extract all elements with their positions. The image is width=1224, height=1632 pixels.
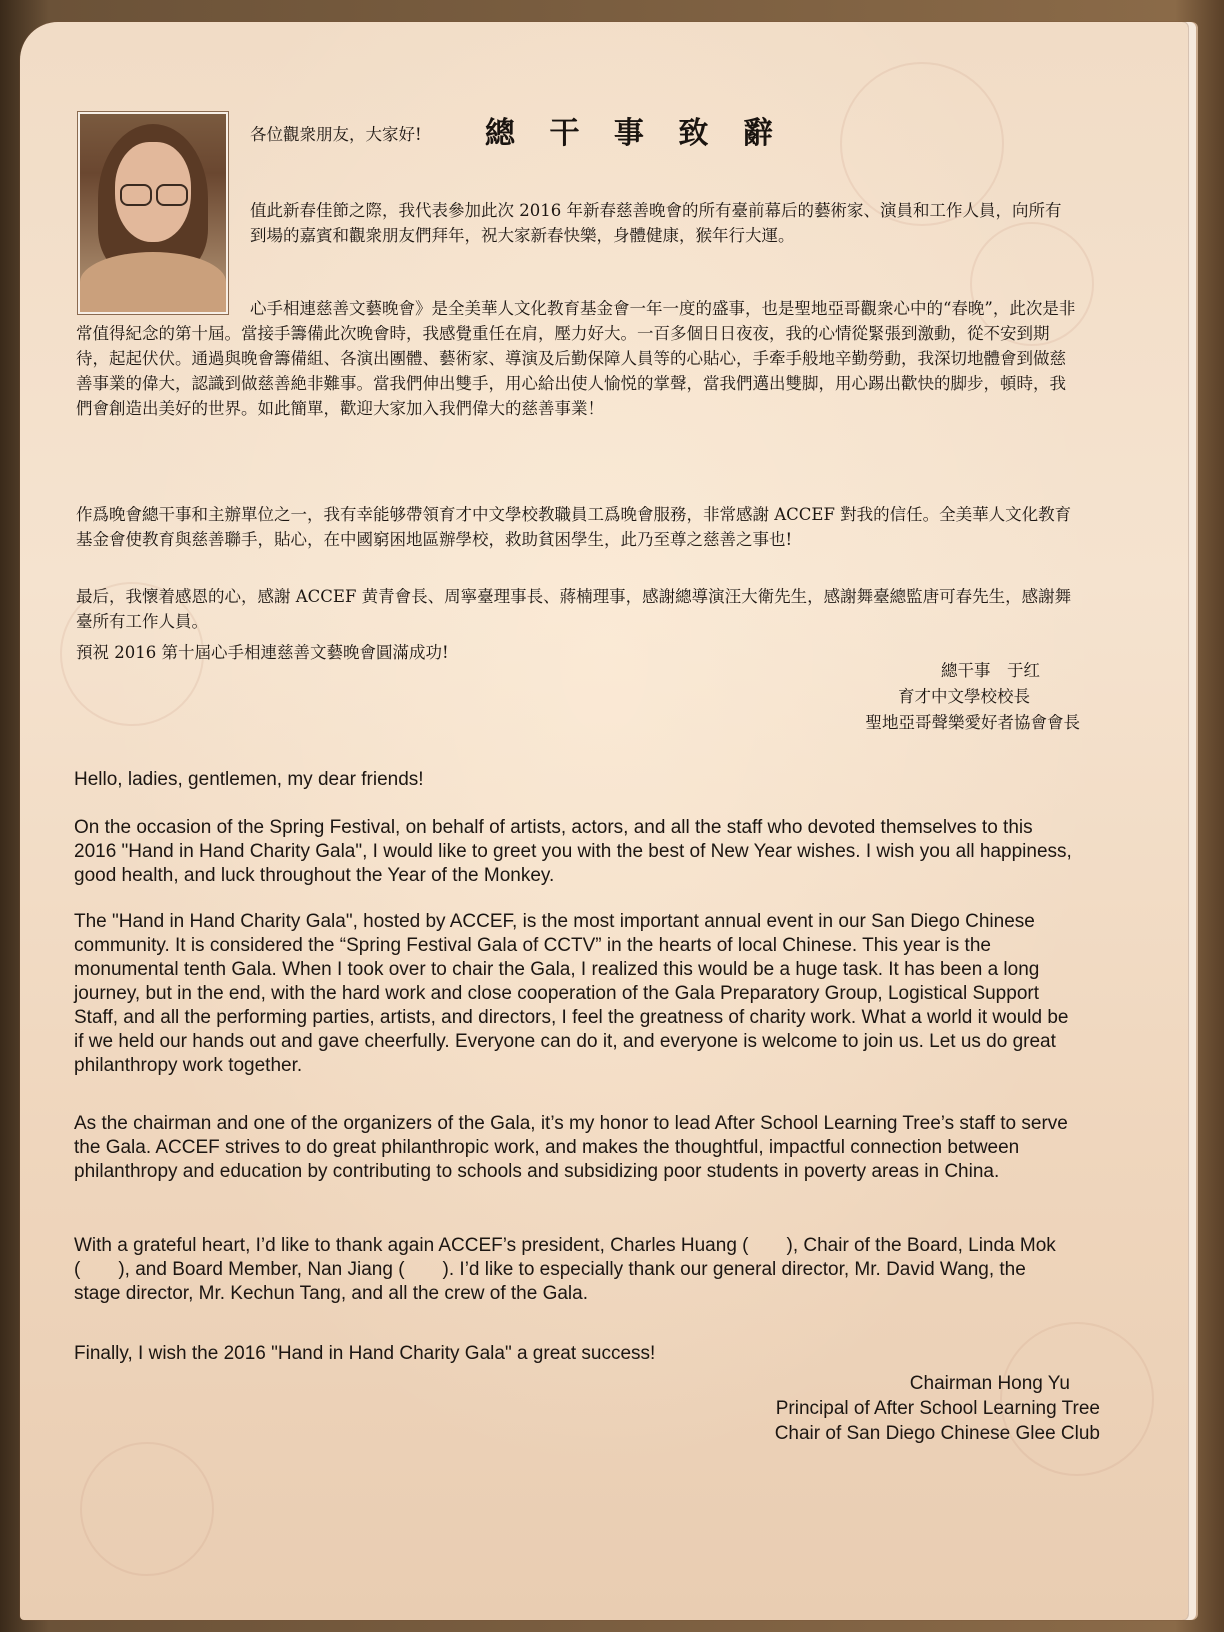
cn-signature-title-1: 育才中文學校校長 (898, 687, 1030, 706)
cn-greeting: 各位觀衆朋友，大家好! (250, 125, 422, 144)
rose-pattern (80, 1442, 214, 1576)
en-paragraph-4: With a grateful heart, I’d like to thank again ACCEF’s president, Charles Huang ( ), Chair of the Board, Linda Mok ( ), and Board Member, Nan Jiang ( ). I’d like to especially thank our general director, Mr. David Wang, the stage director, Mr. Kechun Tang, and all the crew of the Gala. (74, 1235, 1056, 1304)
en-signature-title-1: Principal of After School Learning Tree (775, 1398, 1100, 1419)
cn-paragraph-3: 作爲晚會總干事和主辦單位之一，我有幸能够帶領育才中文學校教職員工爲晚會服務，非常感謝 ACCEF 對我的信任。全美華人文化教育基金會使教育與慈善聯手，貼心，在中國窮困地區辦學校，救助貧困學生，此乃至尊之慈善之事也! (76, 505, 1072, 549)
cn-paragraph-1: 值此新春佳節之際，我代表參加此次 2016 年新春慈善晚會的所有臺前幕后的藝術家、演員和工作人員，向所有到場的嘉賓和觀衆朋友們拜年，祝大家新春快樂，身體健康，猴年行大運。 (250, 201, 1062, 245)
en-signature-name: Chairman Hong Yu (909, 1373, 1070, 1394)
en-signature-title-2: Chair of San Diego Chinese Glee Club (774, 1423, 1100, 1444)
page-title: 總 干 事 致 辭 (485, 116, 785, 151)
cn-signature-title-2: 聖地亞哥聲樂愛好者協會會長 (865, 713, 1080, 732)
cn-paragraph-5: 預祝 2016 第十屆心手相連慈善文藝晚會圓滿成功! (76, 643, 449, 662)
en-paragraph-5: Finally, I wish the 2016 "Hand in Hand Charity Gala" a great success! (74, 1343, 656, 1364)
cn-signature-name: 總干事 于红 (941, 661, 1040, 680)
cn-paragraph-2: 心手相連慈善文藝晚會》是全美華人文化教育基金會一年一度的盛事，也是聖地亞哥觀衆心中的“春晚”，此次是非常值得紀念的第十屆。當接手籌備此次晚會時，我感覺重任在肩，壓力好大。一百多個日日夜夜，我的心情從緊張到激動，從不安到期待，起起伏伏。通過與晚會籌備組、各演出團體、藝術家、導演及后勤保障人員等的心貼心，手牽手般地辛勤勞動，我深切地體會到做慈善事業的偉大，認識到做慈善絶非難事。當我們伸出雙手，用心給出使人愉悦的掌聲，當我們邁出雙脚，用心踢出歡快的脚步，頓時，我們會創造出美好的世界。如此簡單，歡迎大家加入我們偉大的慈善事業！ (76, 299, 1076, 418)
cn-paragraph-4: 最后，我懷着感恩的心，感謝 ACCEF 黄青會長、周寧臺理事長、蔣楠理事，感謝總導演汪大衛先生，感謝舞臺總監唐可春先生，感謝舞臺所有工作人員。 (76, 587, 1072, 631)
brochure-page (20, 22, 1188, 1620)
en-greeting: Hello, ladies, gentlemen, my dear friends! (74, 769, 424, 790)
en-paragraph-1: On the occasion of the Spring Festival, on behalf of artists, actors, and all the staff who devoted themselves to this 2016 "Hand in Hand Charity Gala", I would like to greet you with the best of New Year wishes. I wish you all happiness, good health, and luck throughout the Year of the Monkey. (74, 817, 1072, 886)
en-paragraph-2: The "Hand in Hand Charity Gala", hosted by ACCEF, is the most important annual event in our San Diego Chinese community. It is considered the “Spring Festival Gala of CCTV” in the hearts of local Chinese. This year is the monumental tenth Gala. When I took over to chair the Gala, I realized this would be a huge task. It has been a long journey, but in the end, with the hard work and close cooperation of the Gala Preparatory Group, Logistical Support Staff, and all the performing parties, artists, and directors, I feel the greatness of charity work. What a world it would be if we held our hands out and gave cheerfully. Everyone can do it, and everyone is welcome to join us. Let us do great philanthropy work together. (74, 911, 1069, 1076)
portrait-photo (78, 112, 228, 314)
en-paragraph-3: As the chairman and one of the organizers of the Gala, it’s my honor to lead After School Learning Tree’s staff to serve the Gala. ACCEF strives to do great philanthropic work, and makes the thoughtful, impactful connection between philanthropy and education by contributing to schools and subsidizing poor students in poverty areas in China. (74, 1113, 1068, 1182)
